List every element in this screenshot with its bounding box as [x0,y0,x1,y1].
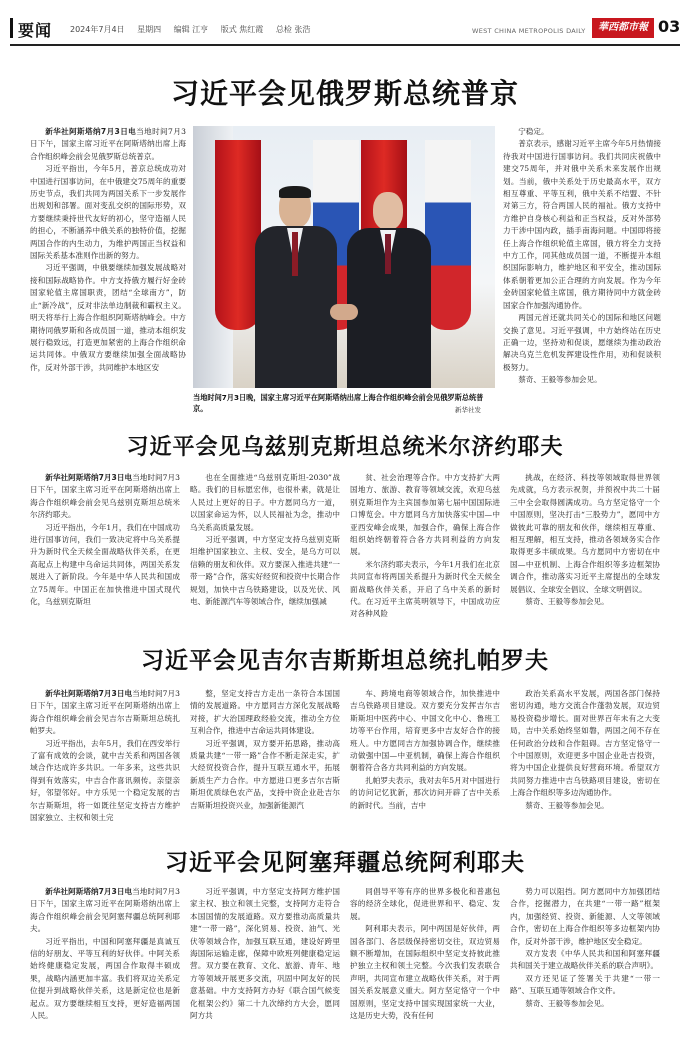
article-paragraph [30,163,186,262]
article-column [350,472,500,632]
dateline: 新华社阿斯塔纳7月3日电 [45,887,133,896]
paragraph-text: 双方发表《中华人民共和国和阿塞拜疆共和国关于建立战略伙伴关系的联合声明》。 [510,949,660,971]
article-paragraph [510,472,660,596]
article-paragraph [30,126,186,163]
article-column [350,688,500,838]
article-column [510,886,660,1046]
article-paragraph [350,688,500,775]
paragraph-text: 习近平指出，中国和阿塞拜疆是真诚互信的好朋友、平等互利的好伙伴。中阿关系始终健康稳定发展，两国合作取得丰硕成果，战略内涵更加丰富。我们将双边关系定位提升到战略伙伴关系，这是新定位也是新起点。双方要继续相互支持，更好造福两国人民。 [30,936,180,1021]
paragraph-text: 蔡奇、王毅等参加会见。 [525,597,609,607]
paragraph-text: 当地时间7月3日下午，国家主席习近平在阿斯塔纳出席上海合作组织峰会前会见吉尔吉斯斯坦总统扎帕罗夫。 [30,689,180,736]
article-headline: 习近平会见乌兹别克斯坦总统米尔济约耶夫 [126,435,564,460]
editor-credit: 编辑 江亨 [173,25,209,34]
dateline: 新华社阿斯塔纳7月3日电 [45,127,137,136]
page-header [0,0,690,50]
paragraph-text: 车、跨境电商等领域合作，加快推进中吉乌铁路项目建设。双方要充分发挥吉尔吉斯斯坦中医药中心、中国文化中心、鲁班工坊等平台作用，培育更多中吉友好合作的接班人。中方愿同吉方加强协调合作，继续推动做强中国—中亚机制，确保上海合作组织朝着符合各方共同利益的方向发展。 [350,689,500,773]
article-paragraph [190,472,340,534]
paragraph-text: 习近平强调，中方坚定支持乌兹别克斯坦维护国家独立、主权、安全，是乌方可以信赖的朋友和伙伴。双方要深入推进共建“一带一路”合作，落实好经贸和投资中长期合作规划，加快中吉乌铁路建设，以及光伏、风电、新能源汽车等领域合作，继续加强减 [190,535,340,607]
article-column [190,886,340,1046]
paragraph-text: 当地时间7月3日下午，国家主席习近平在阿斯塔纳出席上海合作组织峰会前会见阿塞拜疆总统阿利耶夫。 [30,887,180,934]
layout-credit: 版式 焦红霞 [220,25,264,34]
article-paragraph [190,534,340,608]
page-number: 03 [658,17,681,36]
article-paragraph [30,936,180,1023]
paragraph-text: 贫、社会治理等合作。中方支持扩大两国地方、旅游、教育等领域交流，欢迎乌兹别克斯坦作为主宾国参加第七届中国国际进口博览会。中方愿同乌方加快落实中国—中亚西安峰会成果，加强合作，确保上海合作组织始终朝着符合各方共同利益的方向发展。 [350,473,500,557]
person-right [343,192,435,388]
article-paragraph [510,886,660,948]
person-left [251,188,341,388]
article-paragraph [350,886,500,923]
article-paragraph [350,559,500,621]
article-paragraph [503,138,661,312]
paragraph-text: 政治关系高水平发展，两国各部门保持密切沟通，地方交流合作蓬勃发展，双边贸易投资稳步增长。面对世界百年未有之大变局，吉中关系始终坚如磐，两国之间不存在任何政治分歧和合作阻碍。吉方坚定恪守一个中国原则，欢迎更多中国企业赴吉投资，将为中国企业提供良好营商环境。希望双方共同努力推进中吉乌铁路项目建设，密切在上海合作组织等多边沟通协作。 [510,689,660,798]
issue-weekday: 星期四 [137,25,162,34]
photo-credit: 新华社发 [455,406,481,414]
article-paragraph [30,886,180,936]
article-paragraph [503,312,661,374]
photo-caption: 当地时间7月3日晚，国家主席习近平在阿斯塔纳出席上海合作组织峰会前会见俄罗斯总统普京。 [193,393,484,413]
article-paragraph [350,472,500,559]
paragraph-text: 习近平指出，今年1月，我们在中国成功进行国事访问，我们一致决定将中乌关系提升为新时代全天候全面战略伙伴关系，在更高起点上构建中乌命运共同体，两国关系发展进入了新阶段。今年是中华人民共和国成立75周年。中国正在加快推进中国式现代化，乌兹别克斯坦 [30,522,180,607]
issue-date: 2024年7月4日 [70,25,125,34]
article-column [190,688,340,838]
paragraph-text: 习近平指出，今年5月，普京总统成功对中国进行国事访问，在中俄建交75周年的重要历史节点，我们共同为两国关系下一步发展作出规划和部署。面对变乱交织的国际形势，双方要继续秉持世代友好的初心，坚守造福人民的担心，不断涵养中俄关系的独特价值，挖掘两国合作的内生动力，为维护两国正当权益和国际关系基本准则作出新的努力。 [30,164,186,261]
checker-credit: 总检 张浩 [275,25,311,34]
dateline: 新华社阿斯塔纳7月3日电 [45,689,133,698]
article-paragraph [30,738,180,825]
article-paragraph [510,800,660,812]
article-paragraph [30,522,180,609]
paragraph-text: 蔡奇、王毅等参加会见。 [525,998,609,1008]
article-headline: 习近平会见俄罗斯总统普京 [170,77,519,110]
article-paragraph [30,472,180,522]
article-paragraph [190,886,340,1022]
paragraph-text: 阿利耶夫表示，阿中两国是好伙伴，两国各部门、各层级保持密切交往，双边贸易额不断增加，在国际组织中坚定支持彼此推护独立主权和领土完整。今次我们发表联合声明，共同宣布建立战略伙伴关系，对于两国关系发展意义重大。阿方坚定恪守一个中国原则，坚定支持中国实现国家统一大业，这是历史大势，没有任何 [350,924,500,1021]
article-paragraph [510,596,660,608]
article-column [350,886,500,1046]
paragraph-text: 习近平强调，中俄要继续加强发展战略对接和国际战略协作。中方支持俄方履行好金砖国家轮值主席国职责，团结“全球南方”，防止“新冷战”，反对非法单边制裁和霸权主义。明天将举行上海合作组织阿斯塔纳峰会。中方期待同俄罗斯和各成员国一道，推动本组织发展行稳致远，打造更加紧密的上海合作组织命运共同体。中俄双方要继续加强全面战略协作，反对外部干涉，共同维护本地区安 [30,263,186,372]
article-column [30,688,180,838]
paragraph-text: 两国元首还就共同关心的国际和地区问题交换了意见。习近平强调，中方始终站在历史正确一边，坚持劝和促谈，愿继续为推动政治解决乌克兰危机发挥建设性作用，劝和促谈积极努力。 [503,313,661,372]
article-paragraph [510,948,660,973]
section-marker [10,18,13,38]
paragraph-text: 蔡奇、王毅等参加会见。 [518,375,602,385]
article-paragraph [510,973,660,998]
newspaper-logo: 華西都市報 [592,18,654,38]
article-paragraph [30,688,180,738]
article-column [30,126,186,416]
article-column [30,886,180,1046]
header-rule [10,44,680,46]
news-photo [193,126,495,388]
section-title: 要闻 [18,21,53,40]
article-paragraph [510,998,660,1010]
paragraph-text: 挑战，在经济、科技等领域取得世界领先成就，乌方表示祝贺，并预祝中共二十届三中全会取得圆满成功。乌方坚定恪守一个中国原则，坚决打击“三股势力”，愿同中方做彼此可靠的朋友和伙伴，继续相互尊重、相互理解，相互支持，推动各领域务实合作取得更多丰硕成果。乌方愿同中方密切在中国—中亚机制、上海合作组织等多边框架协调合作，推动落实习近平主席提出的全球发展倡议、全球安全倡议、全球文明倡议。 [510,473,660,594]
paragraph-text: 势力可以阻挡。阿方愿同中方加强团结合作，挖掘潜力，在共建“一带一路”框架内，加强经贸、投资、新能源、人文等领域合作，密切在上海合作组织等多边框架内协作，反对外部干涉，维护地区安全稳定。 [510,887,660,946]
article-column [510,688,660,838]
paragraph-text: 双方还见证了签署关于共建“一带一路”、互联互通等领域合作文件。 [510,973,660,996]
paragraph-text: 当地时间7月3日下午，国家主席习近平在阿斯塔纳出席上海合作组织峰会前会见乌兹别克斯坦总统米尔济约耶夫。 [30,473,180,520]
paragraph-text: 米尔济约耶夫表示，今年1月我们在北京共同宣布将两国关系提升为新时代全天候全面战略伙伴关系，开启了乌中关系的新时代。在习近平主席英明领导下，中国成功应对各种风险 [350,559,500,619]
paragraph-text: 当地时间7月3日下午，国家主席习近平在阿斯塔纳出席上海合作组织峰会前会见俄罗斯总统普京。 [30,127,186,161]
article-column [190,472,340,632]
paragraph-text: 习近平强调，双方要开拓思路，推动高质量共建“一带一路”合作不断走深走实，扩大经贸投资合作，提升互联互通水平，拓展新质生产力合作。中方愿进口更多吉尔吉斯斯坦优质绿色农产品，支持中资企业赴吉尔吉斯斯坦投资兴业，加强新能源汽 [190,738,340,810]
article-paragraph [30,262,186,374]
article-column [510,472,660,632]
article-headline: 习近平会见吉尔吉斯斯坦总统扎帕罗夫 [141,648,549,674]
article-paragraph [503,126,661,138]
paragraph-text: 习近平强调，中方坚定支持阿方维护国家主权、独立和领土完整，支持阿方走符合本国国情的发展道路。双方要推动高质量共建“一带一路”，深化贸易、投资、油气、光伏等领域合作，加强互联互通，建设好跨里海国际运输走廊，保障中欧班列健康稳定运营。双方要在教育、文化、旅游、青年、地方等领域开展更多交流，巩固中阿友好的民意基础。中方支持阿方办好《联合国气候变化框架公约》第二十九次缔约方大会，愿同阿方共 [190,887,340,1021]
article-headline: 习近平会见阿塞拜疆总统阿利耶夫 [165,850,525,876]
paragraph-text: 普京表示，感谢习近平主席今年5月热情接待我对中国进行国事访问。我们共同庆祝俄中建交75周年，并对俄中关系未来发展作出规划。当前，俄中关系处于历史最高水平，双方相互尊重、平等互利，俄中关系不结盟、不针对第三方，符合两国人民的福祉。俄方支持中方维护自身核心利益和正当权益，反对外部势力干涉中国内政，插手南海问题。中国即将接任上海合作组织轮值主席国，俄方将全力支持中方工作，同其他成员国一道，不断提升本组织国际影响力，维护地区和平安全，推动国际体系朝着更加公正合理的方向发展。作为今年金砖国家轮值主席国，俄方期待同中方就金砖国家合作加强沟通协作。 [503,139,661,310]
article-paragraph [190,688,340,738]
paragraph-text: 也在全面推进“乌兹别克斯坦-2030”战略。我们的目标愿宏伟，也很朴素，就是让人民过上更好的日子。中方愿同乌方一道，以国家命运为怀，以人民福祉为念，推动中乌关系高质量发展。 [190,473,340,532]
dateline: 新华社阿斯塔纳7月3日电 [45,473,133,482]
article-paragraph [350,775,500,812]
handshake [330,304,358,320]
paragraph-text: 宁稳定。 [518,127,549,136]
article-column [30,472,180,632]
article-paragraph [190,738,340,812]
paragraph-text: 整，坚定支持吉方走出一条符合本国国情的发展道路。中方愿同吉方深化发展战略对接，扩大治国理政经验交流，推动全方位互利合作，推进中吉命运共同体建设。 [190,689,340,736]
article-paragraph [503,374,661,386]
paragraph-text: 习近平指出，去年5月，我们在西安举行了富有成效的会谈，就中吉关系和两国各领域合作达成许多共识。一年多来，这些共识得到有效落实，中吉合作喜讯频传。亲望亲好，邻望邻好。中方乐见一个稳定发展的吉尔吉斯斯坦，将一如既往坚定支持吉方维护国家独立、主权和领土完 [30,738,180,823]
article-column [503,126,661,416]
article-paragraph [350,923,500,1022]
paragraph-text: 扎帕罗夫表示，我对去年5月对中国进行的访问记忆犹新，那次访问开辟了吉中关系的新时代。当前，吉中 [350,775,500,810]
newspaper-english-name: WEST CHINA METROPOLIS DAILY [472,27,586,35]
article-paragraph [510,688,660,800]
paragraph-text: 同倡导平等有序的世界多极化和普惠包容的经济全球化，促进世界和平、稳定、发展。 [350,887,500,921]
issue-meta [70,24,320,35]
paragraph-text: 蔡奇、王毅等参加会见。 [525,800,609,810]
